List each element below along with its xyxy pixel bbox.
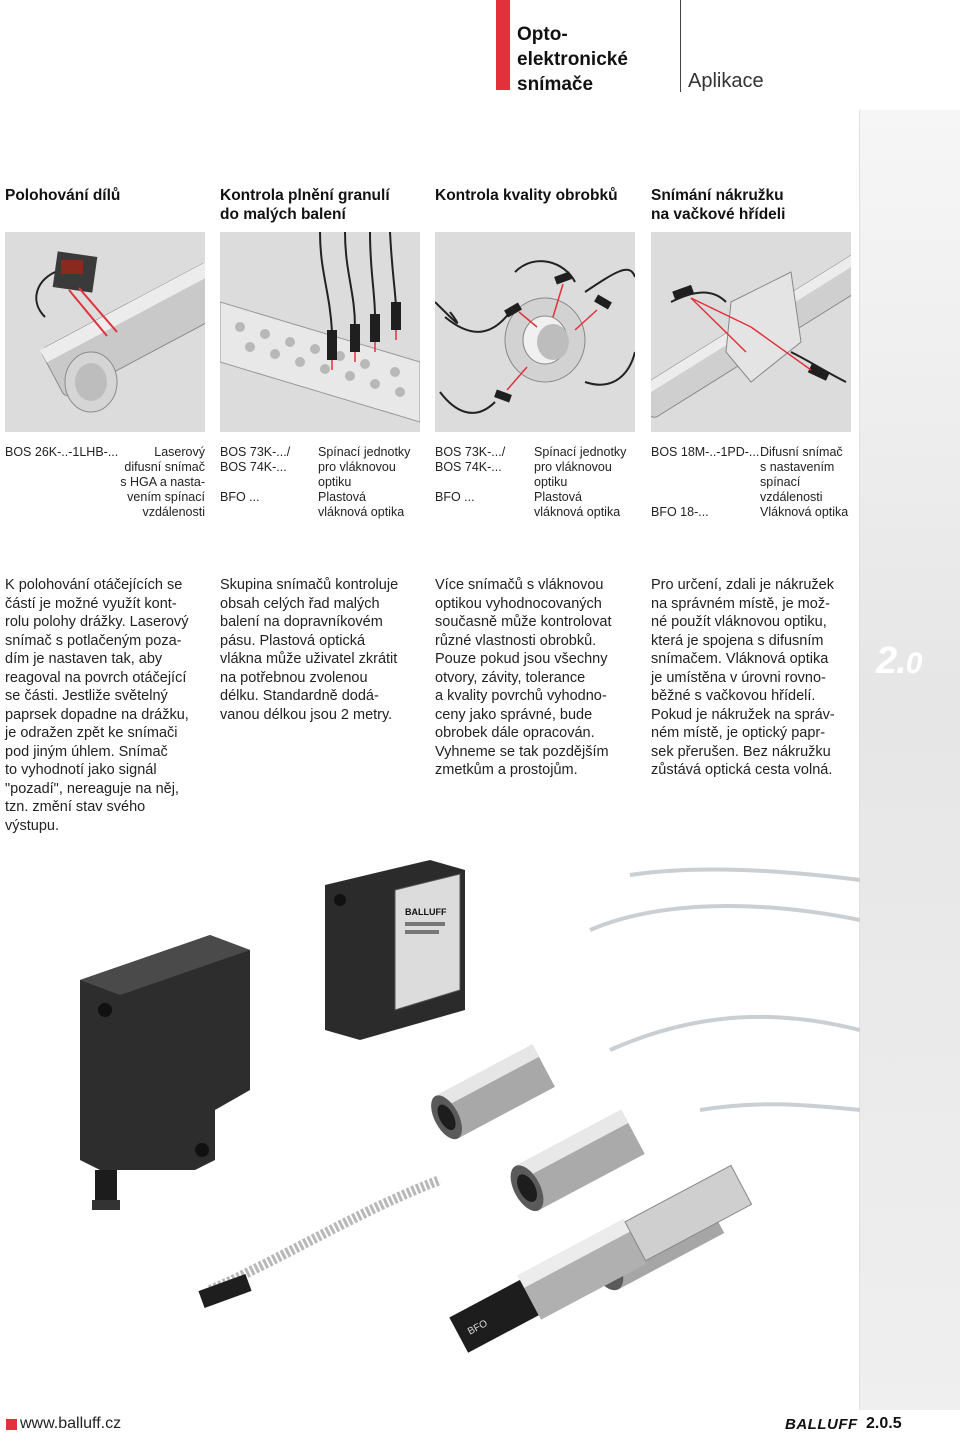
category-title: [517, 22, 628, 97]
sensor-rectangular-front: [80, 935, 250, 1210]
image-kontrola-plneni: [220, 232, 420, 432]
sensor-cylindrical-1: [425, 1044, 555, 1144]
title-line-1: Opto-: [517, 24, 568, 45]
footer-logo: BALLUFF: [785, 1416, 858, 1433]
footer-accent-square: [6, 1419, 17, 1430]
page-number: 2.0.5: [866, 1415, 902, 1432]
section-title: Aplikace: [688, 70, 764, 92]
spec-descriptions: Difusní snímač s nastavením spínací vzdálenosti Vláknová optika: [760, 445, 849, 519]
image-snimani-nakruzku: [651, 232, 851, 432]
body-kontrola-plneni: Skupina snímačů kontroluje obsah celých řad malých balení na dopravníkovém pásu. Plastová optická vlákna může uživatel zkrátit na potřebnou zvolenou délku. Standardně dodá- vanou délkou jsou 2 metry.: [220, 577, 399, 723]
title-line-2: elektronické: [517, 49, 628, 70]
spec-descriptions: Laserový difusní snímač s HGA a nasta- vením spínací vzdálenosti: [120, 445, 205, 519]
footer-url-link[interactable]: www.balluff.cz: [20, 1415, 122, 1432]
spec-type-codes: BOS 18M-..-1PD-... BFO 18-...: [651, 445, 760, 519]
sensor-brand-label: BALLUFF: [405, 907, 447, 917]
image-kontrola-kvality: [435, 232, 635, 432]
spec-type-codes: BOS 26K-..-1LHB-...: [5, 445, 119, 459]
product-photo: [0, 860, 860, 1420]
header-accent-bar: [496, 0, 510, 90]
heading-snimani-nakruzku: Snímání nákružku na vačkové hřídeli: [651, 187, 786, 223]
image-polohovani: [5, 232, 205, 432]
fiber-tag: BFO: [466, 1318, 490, 1338]
chapter-minor: 0: [905, 647, 922, 680]
body-polohovani: K polohování otáčejících se částí je možné využít kont- rolu polohy drážky. Laserový snímač s potlačeným poza- dím je nastaven tak, aby reagoval na povrch otáčející se části. Jestliže světelný paprsek dopadne na drážku, je odražen zpět ke snímači pod jiným úhlem. Snímač to vyhodnotí jako signál "pozadí", nereaguje na něj, tzn. změní stav svého výstupu.: [5, 577, 189, 834]
spec-descriptions: Spínací jednotky pro vláknovou optiku Plastová vláknová optika: [318, 445, 411, 519]
chapter-number: [876, 640, 921, 683]
heading-polohovani: Polohování dílů: [5, 187, 121, 204]
body-snimani-nakruzku: Pro určení, zdali je nákružek na správném místě, je mož- né použít vláknovou optiku, která je spojena s difusním snímačem. Vláknová optika je umístěna v úrovni rovno- běžné s vačkovou hřídelí. Pokud je nákružek na správ- ném místě, je optický papr- sek přerušen. Bez nákružku zůstává optická cesta volná.: [651, 577, 835, 778]
sensor-cylindrical-2: [504, 1110, 645, 1217]
spec-descriptions: Spínací jednotky pro vláknovou optiku Plastová vláknová optika: [534, 445, 627, 519]
body-kontrola-kvality: Více snímačů s vláknovou optikou vyhodnocovaných současně může kontrolovat různé vlastnosti obrobků. Pouze pokud jsou všechny otvory, závity, tolerance a kvality povrchů vyhodno- ceny jako správné, bude obrobek dále opracován. Vyhneme se tak pozdějším zmetkům a prostojům.: [435, 577, 612, 778]
header-divider: [680, 0, 681, 92]
spec-type-codes: BOS 73K-.../ BOS 74K-... BFO ...: [220, 445, 291, 504]
heading-kontrola-kvality: Kontrola kvality obrobků: [435, 187, 618, 204]
sensor-rectangular-back: [325, 860, 465, 1040]
spec-type-codes: BOS 73K-.../ BOS 74K-... BFO ...: [435, 445, 506, 504]
chapter-major: 2.: [876, 640, 906, 682]
chapter-strip: [860, 110, 960, 1410]
heading-kontrola-plneni: Kontrola plnění granulí do malých balení: [220, 187, 390, 223]
title-line-3: snímače: [517, 74, 594, 95]
